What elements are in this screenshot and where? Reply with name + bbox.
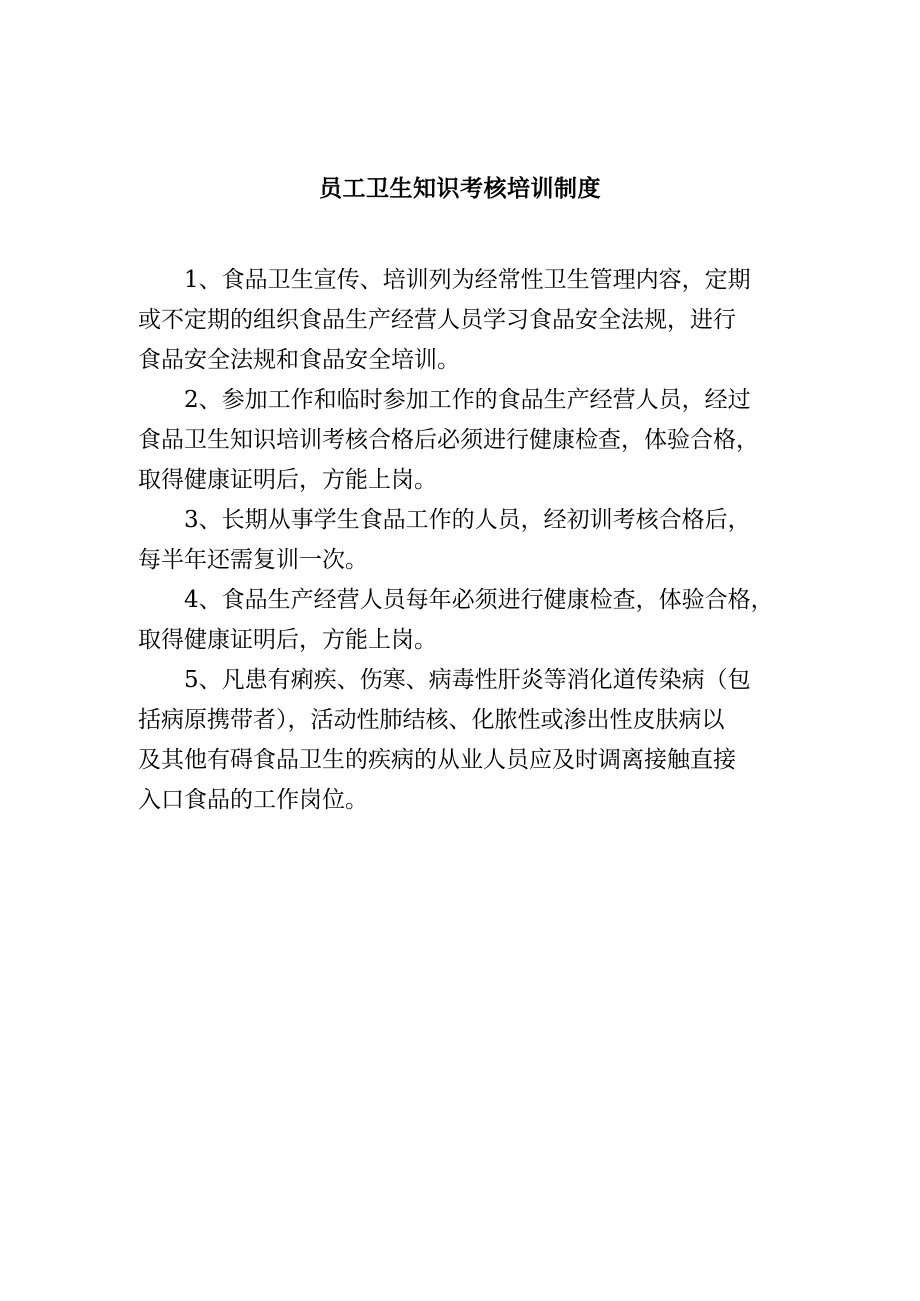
paragraph-line: 食品卫生知识培训考核合格后必须进行健康检查，体验合格， bbox=[138, 427, 759, 453]
paragraph-line: 或不定期的组织食品生产经营人员学习食品安全法规，进行 bbox=[138, 307, 736, 333]
paragraph-line: 入口食品的工作岗位。 bbox=[138, 787, 368, 813]
paragraph-line: 5、凡患有痢疾、伤寒、病毒性肝炎等消化道传染病（包 bbox=[184, 667, 751, 693]
document-title: 员工卫生知识考核培训制度 bbox=[319, 175, 601, 202]
paragraph-2 bbox=[138, 380, 798, 500]
paragraph-1 bbox=[138, 260, 798, 380]
paragraph-line: 1、食品卫生宣传、培训列为经常性卫生管理内容，定期 bbox=[184, 267, 751, 293]
paragraph-line: 3、长期从事学生食品工作的人员，经初训考核合格后， bbox=[184, 507, 751, 533]
paragraph-line: 取得健康证明后，方能上岗。 bbox=[138, 467, 437, 493]
document-body bbox=[138, 260, 798, 820]
paragraph-line: 及其他有碍食品卫生的疾病的从业人员应及时调离接触直接 bbox=[138, 747, 736, 773]
paragraph-line: 食品安全法规和食品安全培训。 bbox=[138, 347, 460, 373]
paragraph-line: 2、参加工作和临时参加工作的食品生产经营人员，经过 bbox=[184, 387, 751, 413]
paragraph-line: 每半年还需复训一次。 bbox=[138, 547, 368, 573]
paragraph-line: 括病原携带者），活动性肺结核、化脓性或渗出性皮肤病以 bbox=[138, 707, 725, 733]
paragraph-4 bbox=[138, 580, 798, 660]
paragraph-5 bbox=[138, 660, 798, 820]
paragraph-line: 取得健康证明后，方能上岗。 bbox=[138, 627, 437, 653]
paragraph-line: 4、食品生产经营人员每年必须进行健康检查，体验合格， bbox=[184, 587, 774, 613]
paragraph-3 bbox=[138, 500, 798, 580]
